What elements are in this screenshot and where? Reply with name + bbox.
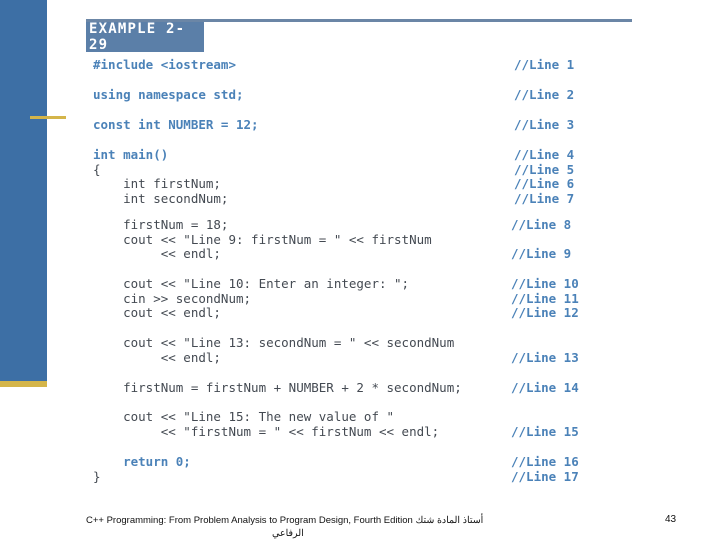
- line-comment: //Line 1: [514, 57, 575, 72]
- line-comment: //Line 11: [511, 291, 579, 306]
- code-line: {: [93, 162, 101, 177]
- code-line: firstNum = firstNum + NUMBER + 2 * secondNum;: [93, 380, 462, 395]
- line-comment: //Line 5: [514, 162, 575, 177]
- code-line: cout << "Line 9: firstNum = " << firstNum: [93, 232, 432, 247]
- code-line: << endl;: [93, 246, 221, 261]
- line-comment: //Line 7: [514, 191, 575, 206]
- code-line: << endl;: [93, 350, 221, 365]
- code-line: cout << "Line 10: Enter an integer: ";: [93, 276, 410, 291]
- line-comment: //Line 12: [511, 305, 579, 320]
- code-line: firstNum = 18;: [93, 217, 229, 232]
- code-line: #include <iostream>: [93, 57, 236, 72]
- line-comment: //Line 4: [514, 147, 575, 162]
- line-comment: //Line 13: [511, 350, 579, 365]
- line-comment: //Line 17: [511, 469, 579, 484]
- code-line: cout << "Line 15: The new value of ": [93, 409, 395, 424]
- example-title: EXAMPLE 2-29: [86, 22, 204, 52]
- code-line: int firstNum;: [93, 176, 221, 191]
- code-line: int secondNum;: [93, 191, 229, 206]
- code-line: << "firstNum = " << firstNum << endl;: [93, 424, 440, 439]
- code-line: cout << endl;: [93, 305, 221, 320]
- code-line: const int NUMBER = 12;: [93, 117, 259, 132]
- code-line: using namespace std;: [93, 87, 244, 102]
- line-comment: //Line 3: [514, 117, 575, 132]
- line-comment: //Line 6: [514, 176, 575, 191]
- code-line: cin >> secondNum;: [93, 291, 252, 306]
- line-comment: //Line 15: [511, 424, 579, 439]
- footer-author: الرفاعي: [272, 528, 304, 539]
- code-line: int main(): [93, 147, 169, 162]
- line-comment: //Line 9: [511, 246, 572, 261]
- line-comment: //Line 10: [511, 276, 579, 291]
- footer-citation: C++ Programming: From Problem Analysis to Program Design, Fourth Edition أستاذ المادة شتك: [86, 515, 484, 526]
- code-line: return 0;: [93, 454, 191, 469]
- line-comment: //Line 8: [511, 217, 572, 232]
- line-comment: //Line 2: [514, 87, 575, 102]
- code-line: cout << "Line 13: secondNum = " << secondNum: [93, 335, 455, 350]
- line-comment: //Line 16: [511, 454, 579, 469]
- code-line: }: [93, 469, 101, 484]
- line-comment: //Line 14: [511, 380, 579, 395]
- page-number: 43: [665, 514, 677, 525]
